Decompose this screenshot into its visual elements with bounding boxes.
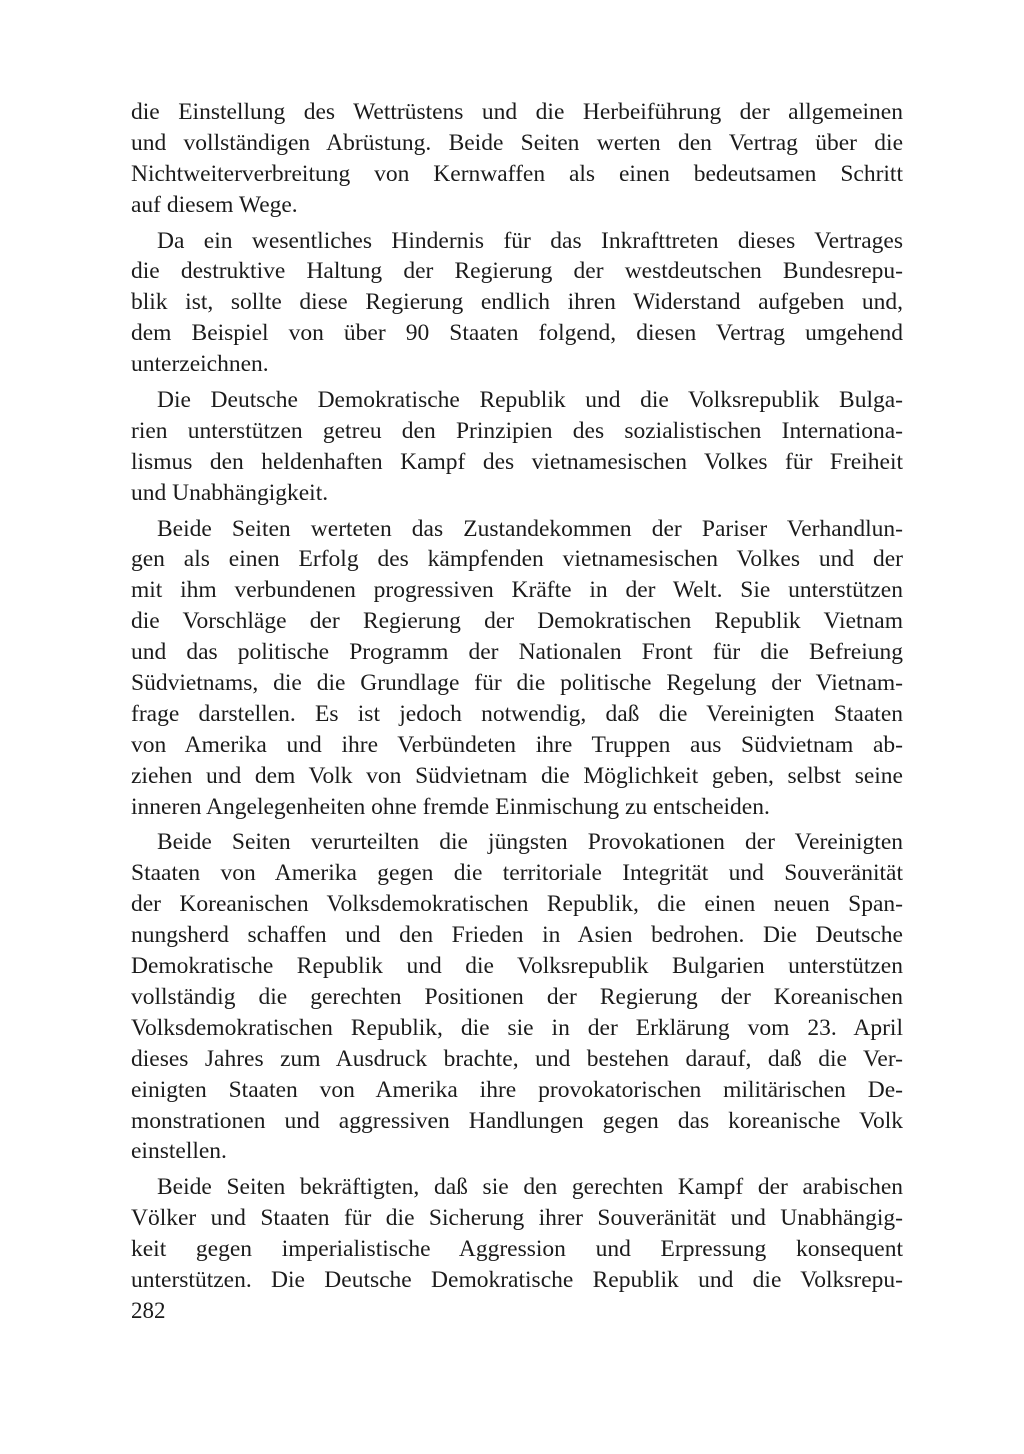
text-line: einigten Staaten von Amerika ihre provokatorischen militärischen De- xyxy=(131,1076,903,1103)
text-line: gen als einen Erfolg des kämpfenden vietnamesischen Volkes und der xyxy=(131,546,903,573)
text-line: Südvietnams, die die Grundlage für die politische Regelung der Vietnam- xyxy=(131,670,903,697)
text-line: ziehen und dem Volk von Südvietnam die Möglichkeit geben, selbst seine xyxy=(131,762,903,789)
paragraph xyxy=(131,1172,903,1296)
text-line: mit ihm verbundenen progressiven Kräfte in der Welt. Sie unterstützen xyxy=(131,577,903,604)
text-line: Volksdemokratischen Republik, die sie in der Erklärung vom 23. April xyxy=(131,1014,903,1041)
text-line: rien unterstützen getreu den Prinzipien des sozialistischen Internationa- xyxy=(131,417,903,444)
text-line: inneren Angelegenheiten ohne fremde Einmischung zu entscheiden. xyxy=(131,793,770,820)
text-line: lismus den heldenhaften Kampf des vietnamesischen Volkes für Freiheit xyxy=(131,448,903,475)
text-line: Beide Seiten werteten das Zustandekommen der Pariser Verhandlun- xyxy=(157,515,903,542)
text-line: auf diesem Wege. xyxy=(131,191,298,218)
text-line: die Einstellung des Wettrüstens und die Herbeiführung der allgemeinen xyxy=(131,99,903,125)
text-line: dieses Jahres zum Ausdruck brachte, und bestehen darauf, daß die Ver- xyxy=(131,1045,903,1072)
text-line: Nichtweiterverbreitung von Kernwaffen als einen bedeutsamen Schritt xyxy=(131,160,903,187)
text-line: Demokratische Republik und die Volksrepublik Bulgarien unterstützen xyxy=(131,953,903,980)
text-line: der Koreanischen Volksdemokratischen Republik, die einen neuen Span- xyxy=(131,891,903,918)
text-line: unterstützen. Die Deutsche Demokratische Republik und die Volksrepu- xyxy=(131,1266,903,1293)
text-line: monstrationen und aggressiven Handlungen gegen das koreanische Volk xyxy=(131,1107,903,1134)
text-line: nungsherd schaffen und den Frieden in Asien bedrohen. Die Deutsche xyxy=(131,922,903,949)
text-line: und das politische Programm der Nationalen Front für die Befreiung xyxy=(131,639,903,666)
text-line: Beide Seiten bekräftigten, daß sie den gerechten Kampf der arabischen xyxy=(157,1174,903,1201)
page-body xyxy=(131,97,903,1301)
page-number: 282 xyxy=(131,1298,166,1323)
text-line: Beide Seiten verurteilten die jüngsten Provokationen der Vereinigten xyxy=(157,829,903,856)
text-line: Die Deutsche Demokratische Republik und die Volksrepublik Bulga- xyxy=(157,387,903,414)
text-line: frage darstellen. Es ist jedoch notwendig, daß die Vereinigten Staaten xyxy=(131,700,903,727)
text-line: von Amerika und ihre Verbündeten ihre Truppen aus Südvietnam ab- xyxy=(131,731,903,758)
paragraph xyxy=(131,97,903,221)
paragraph xyxy=(131,385,903,509)
text-line: blik ist, sollte diese Regierung endlich ihren Widerstand aufgeben und, xyxy=(131,289,903,316)
text-line: dem Beispiel von über 90 Staaten folgend, diesen Vertrag umgehend xyxy=(131,320,903,347)
text-line: die destruktive Haltung der Regierung der westdeutschen Bundesrepu- xyxy=(131,258,903,285)
text-line: Da ein wesentliches Hindernis für das Inkrafttreten dieses Vertrages xyxy=(157,227,903,254)
text-line: die Vorschläge der Regierung der Demokratischen Republik Vietnam xyxy=(131,608,903,635)
text-line: vollständig die gerechten Positionen der Regierung der Koreanischen xyxy=(131,983,903,1010)
paragraph xyxy=(131,827,903,1167)
text-line: und vollständigen Abrüstung. Beide Seiten werten den Vertrag über die xyxy=(131,129,903,156)
paragraph xyxy=(131,226,903,380)
text-line: und Unabhängigkeit. xyxy=(131,479,329,506)
text-line: einstellen. xyxy=(131,1138,227,1165)
text-line: keit gegen imperialistische Aggression und Erpressung konsequent xyxy=(131,1236,903,1263)
text-line: Völker und Staaten für die Sicherung ihrer Souveränität und Unabhängig- xyxy=(131,1205,903,1232)
paragraph xyxy=(131,514,903,823)
text-line: Staaten von Amerika gegen die territoriale Integrität und Souveränität xyxy=(131,860,903,887)
text-line: unterzeichnen. xyxy=(131,351,269,378)
